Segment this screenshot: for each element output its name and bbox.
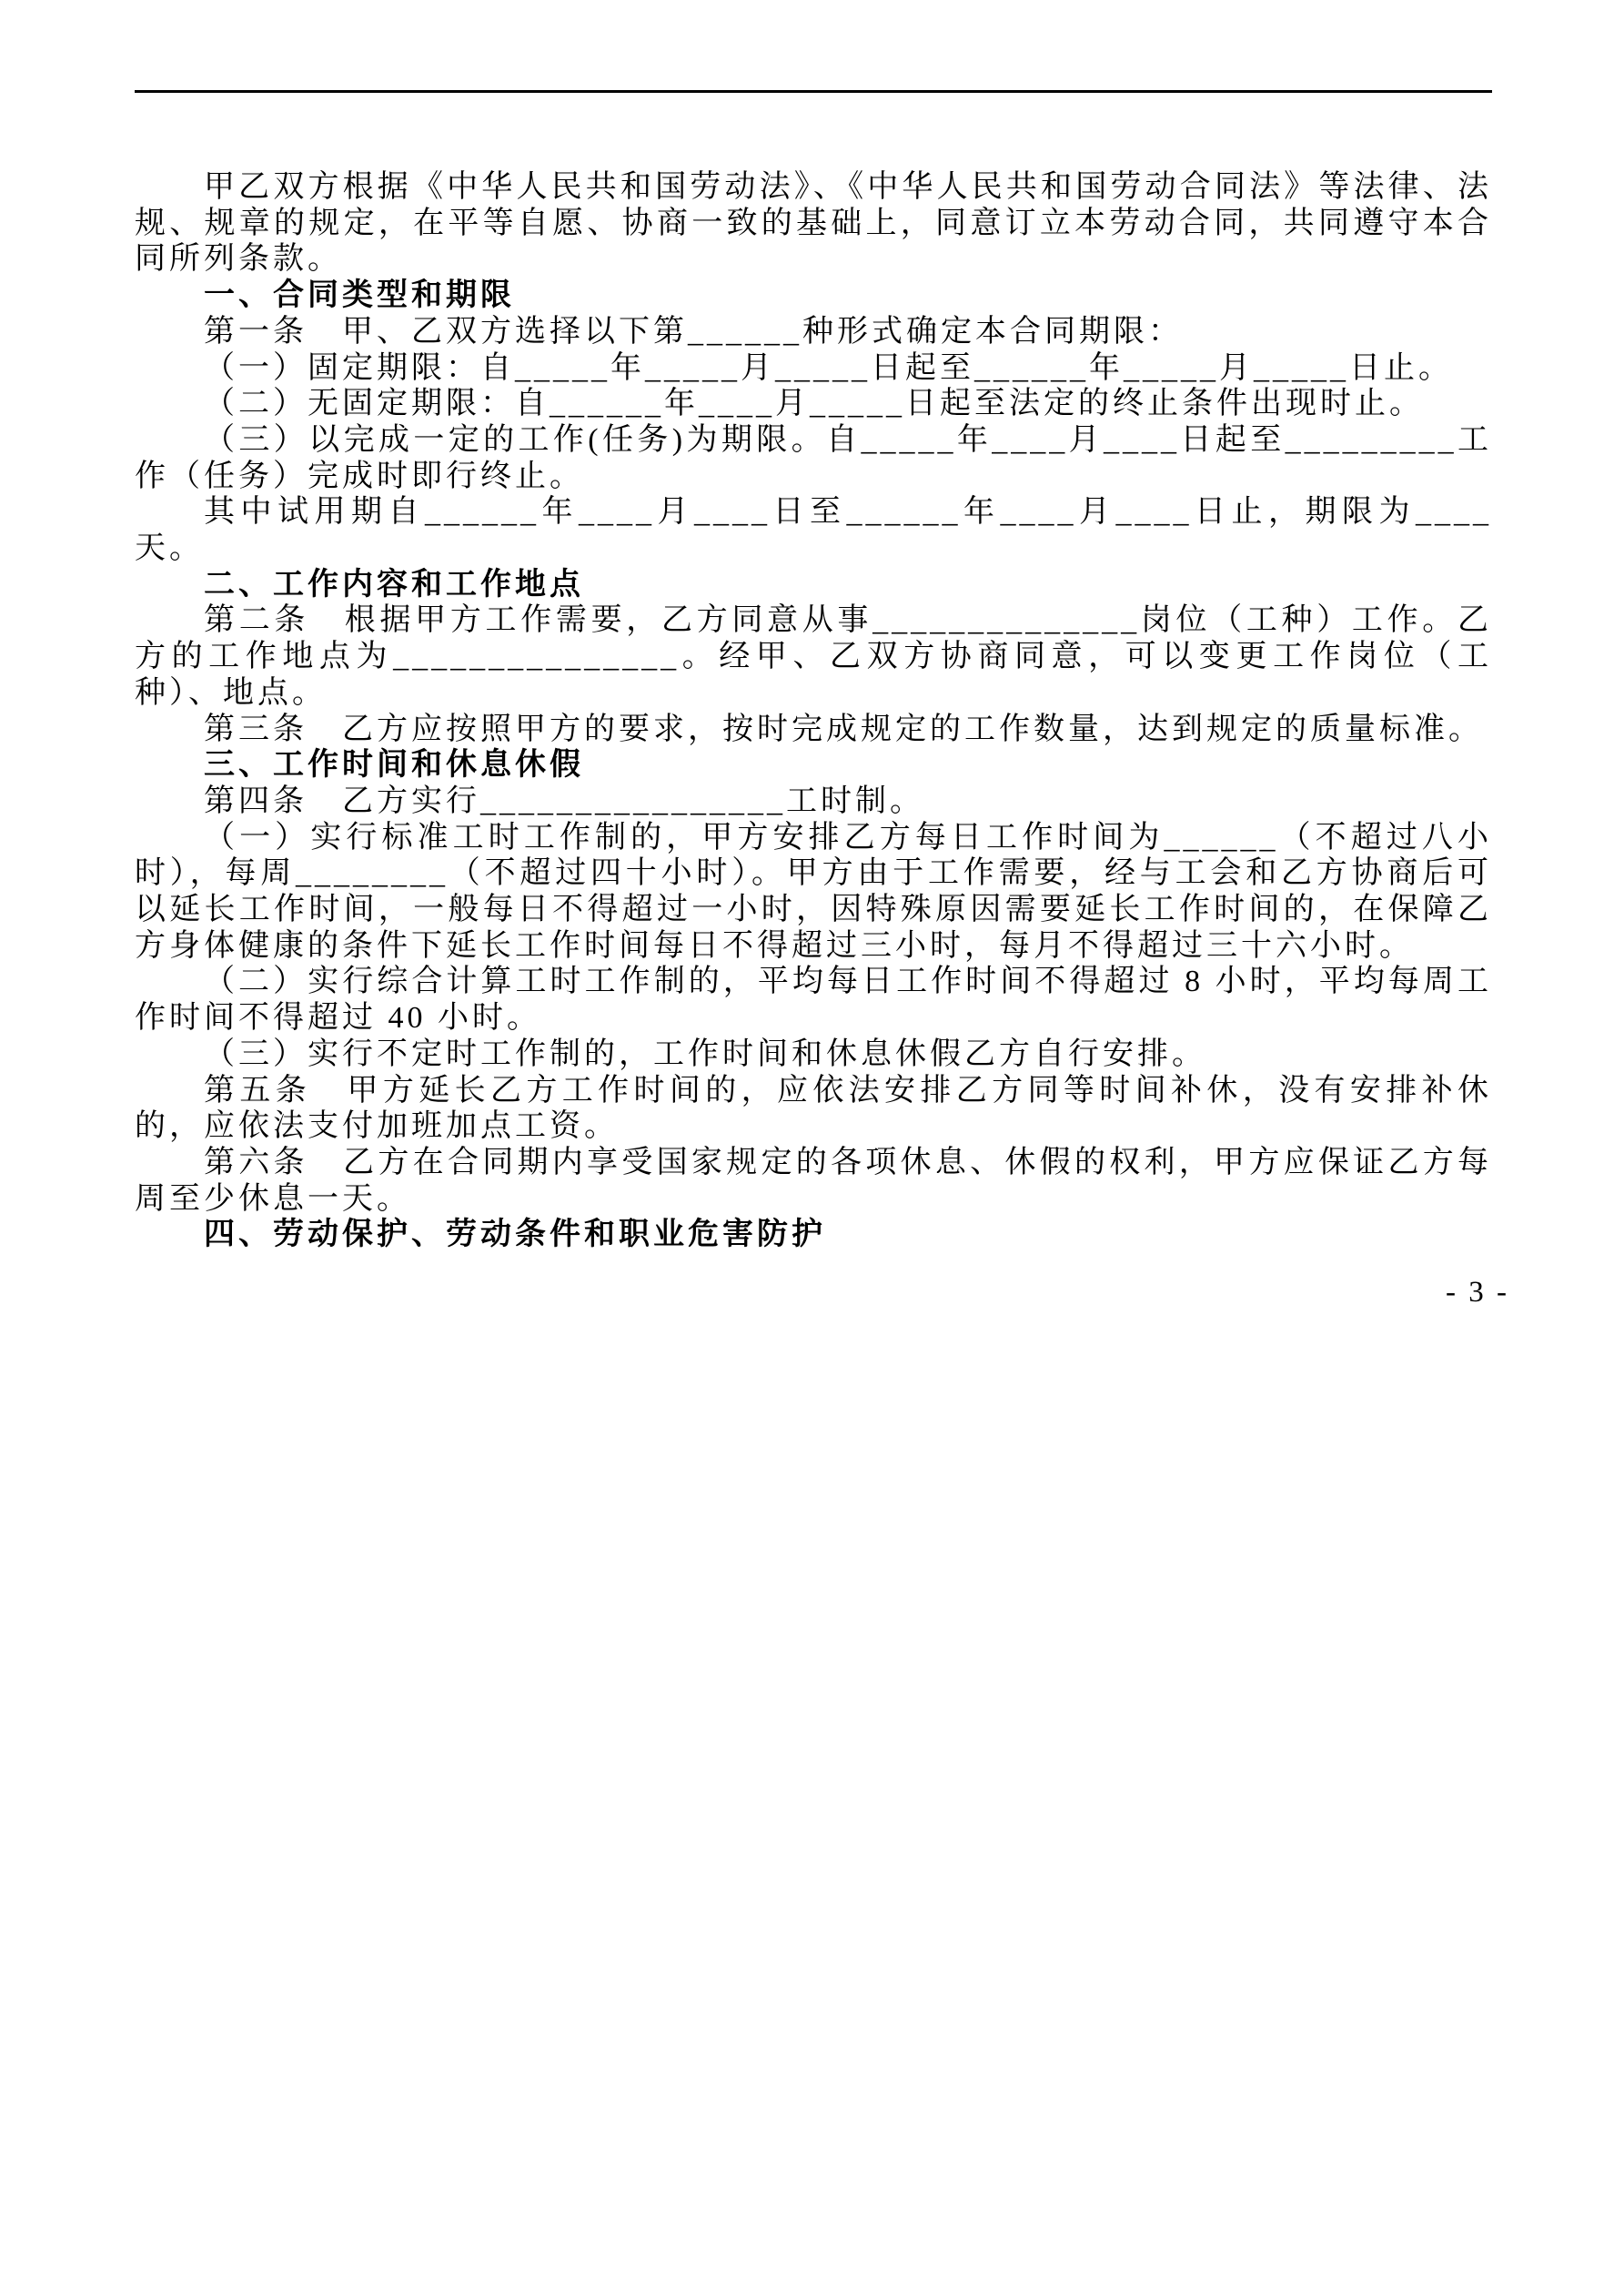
contract-paragraph: 甲乙双方根据《中华人民共和国劳动法》、《中华人民共和国劳动合同法》等法律、法规、规章的规定，在平等自愿、协商一致的基础上，同意订立本劳动合同，共同遵守本合同所列条款。: [135, 170, 1492, 277]
contract-paragraph: 第二条 根据甲方工作需要，乙方同意从事______________岗位（工种）工作。乙方的工作地点为_______________。经甲、乙双方协商同意，可以变更工作岗位（工种）、地点。: [135, 603, 1492, 710]
section-heading: 四、劳动保护、劳动条件和职业危害防护: [204, 1217, 826, 1252]
contract-paragraph: （一）实行标准工时工作制的，甲方安排乙方每日工作时间为______（不超过八小时），每周________（不超过四十小时）。甲方由于工作需要，经与工会和乙方协商后可以延长工作时间，一般每日不得超过一小时，因特殊原因需要延长工作时间的，在保障乙方身体健康的条件下延长工作时间每日不得超过三小时，每月不得超过三十六小时。: [135, 820, 1492, 963]
page-number: - 3 -: [1446, 1276, 1509, 1309]
contract-paragraph: （二）实行综合计算工时工作制的，平均每日工作时间不得超过 8 小时，平均每周工作时间不得超过 40 小时。: [135, 965, 1492, 1036]
contract-paragraph: 第四条 乙方实行________________工时制。: [204, 784, 924, 818]
contract-paragraph: 第六条 乙方在合同期内享受国家规定的各项休息、休假的权利，甲方应保证乙方每周至少休息一天。: [135, 1145, 1492, 1216]
contract-paragraph: 第五条 甲方延长乙方工作时间的，应依法安排乙方同等时间补休，没有安排补休的，应依法支付加班加点工资。: [135, 1073, 1492, 1144]
contract-paragraph: 第三条 乙方应按照甲方的要求，按时完成规定的工作数量，达到规定的质量标准。: [204, 712, 1483, 746]
contract-paragraph: （二）无固定期限：自______年____月_____日起至法定的终止条件出现时止。: [204, 387, 1424, 421]
section-heading: 一、合同类型和期限: [204, 278, 515, 313]
contract-paragraph: 其中试用期自______年____月____日至______年____月____日止，期限为____天。: [135, 495, 1492, 566]
contract-paragraph: （一）固定期限：自_____年_____月_____日起至______年_____月_____日止。: [204, 350, 1453, 385]
contract-paragraph: （三）以完成一定的工作(任务)为期限。自_____年____月____日起至_________工作（任务）完成时即行终止。: [135, 422, 1492, 493]
contract-body: [135, 169, 1492, 1253]
header-rule: [135, 90, 1492, 93]
section-heading: 三、工作时间和休息休假: [204, 747, 584, 783]
section-heading: 二、工作内容和工作地点: [204, 566, 584, 602]
contract-paragraph: （三）实行不定时工作制的，工作时间和休息休假乙方自行安排。: [204, 1037, 1206, 1071]
contract-paragraph: 第一条 甲、乙双方选择以下第______种形式确定本合同期限：: [204, 314, 1183, 349]
